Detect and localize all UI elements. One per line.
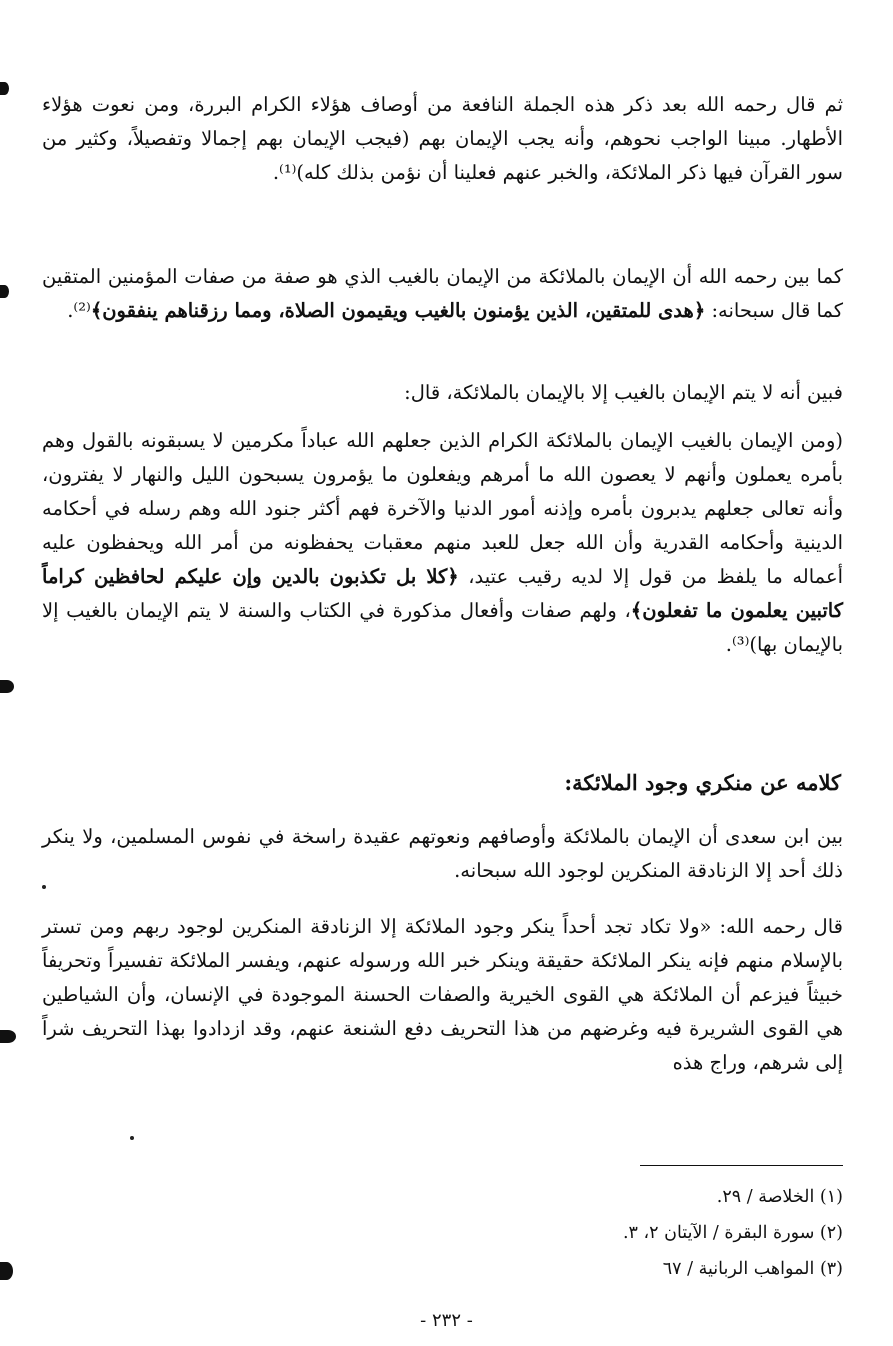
ink-speck	[130, 1136, 134, 1140]
quran-verse-infitar: ﴿كلا بل تكذبون بالدين وإن عليكم لحافظين كراماً كاتبين يعلمون ما تفعلون﴾	[42, 565, 843, 622]
paragraph-2	[42, 260, 843, 328]
paragraph-6-text: قال رحمه الله: «ولا تكاد تجد أحداً ينكر وجود الملائكة إلا الزنادقة المنكرين لوجود ربهم ومن تستر بالإسلام منهم فإنه ينكر الملائكة حقيقة وينكر خبر الله ورسوله عنهم، ويفسر الملائكة تفسيراً وتحريفاً خبيثاً فيزعم أن الملائكة هي القوى الخيرية والصفات الحسنة الموجودة في الإنسان، وأن الشياطين هي القوى الشريرة فيه وغرضهم من هذا التحريف دفع الشنعة عنهم، وقد ازدادوا بهذا التحريف شراً إلى شرهم، وراج هذه	[42, 915, 843, 1074]
paragraph-5	[42, 820, 843, 888]
footnote-ref-2: ⁽²⁾.	[67, 299, 91, 322]
paragraph-6	[42, 910, 843, 1080]
paragraph-2-intro: كما بين رحمه الله أن الإيمان بالملائكة من الإيمان بالغيب الذي هو صفة من صفات المؤمنين المتقين كما قال سبحانه:	[42, 265, 843, 322]
paragraph-4	[42, 424, 843, 662]
quran-verse-baqarah: ﴿هدى للمتقين، الذين يؤمنون بالغيب ويقيمون الصلاة، ومما رزقناهم ينفقون﴾	[90, 299, 706, 322]
paragraph-4-ending: ، ولهم صفات وأفعال مذكورة في الكتاب والسنة لا يتم الإيمان بالغيب إلا بالإيمان بها)⁽³⁾.	[42, 599, 843, 656]
footnote-1: (١) الخلاصة / ٢٩.	[716, 1187, 843, 1207]
binding-hole-mark	[0, 82, 9, 95]
footnote-3: (٣) المواهب الربانية / ٦٧	[662, 1259, 843, 1279]
paragraph-1	[42, 88, 843, 190]
page-number: - ٢٣٢ -	[420, 1310, 473, 1331]
section-heading: كلامه عن منكري وجود الملائكة:	[564, 770, 841, 795]
binding-hole-mark	[0, 1262, 13, 1280]
paragraph-5-text: بين ابن سعدى أن الإيمان بالملائكة وأوصافهم ونعوتهم عقيدة راسخة في نفوس المسلمين، ولا ينكر ذلك أحد إلا الزنادقة المنكرين لوجود الله سبحانه.	[42, 825, 843, 882]
paragraph-3-text: فبين أنه لا يتم الإيمان بالغيب إلا بالإيمان بالملائكة، قال:	[404, 381, 843, 404]
footnote-divider	[640, 1165, 843, 1166]
paragraph-1-text: ثم قال رحمه الله بعد ذكر هذه الجملة النافعة من أوصاف هؤلاء الكرام البررة، ومن نعوت هؤلاء الأطهار. مبينا الواجب نحوهم، وأنه يجب الإيمان بهم (فيجب الإيمان بهم إجمالا وتفصيلاً، وكثير من سور القرآن فيها ذكر الملائكة، والخبر عنهم فعلينا أن نؤمن بذلك كله)⁽¹⁾.	[42, 93, 843, 184]
binding-hole-mark	[0, 285, 9, 298]
binding-hole-mark	[0, 1030, 16, 1043]
footnote-2: (٢) سورة البقرة / الآيتان ٢، ٣.	[622, 1223, 843, 1243]
ink-speck	[42, 885, 46, 889]
paragraph-3	[42, 376, 843, 410]
paragraph-4-quote: (ومن الإيمان بالغيب الإيمان بالملائكة الكرام الذين جعلهم الله عباداً مكرمين لا يسبقونه بالقول وهم بأمره يعملون وأنهم لا يعصون الله ما أمرهم ويفعلون ما يؤمرون يسبحون الليل والنهار لا يفترون، وأنه تعالى جعلهم يدبرون بأمره وإذنه أمور الدنيا والآخرة فهم أكثر جنود الله وهم رسله في أحكامه الدينية وأحكامه القدرية وأن الله جعل للعبد منهم معقبات يحفظونه من أمر الله ويحفظون عليه أعماله ما يلفظ من قول إلا لديه رقيب عتيد،	[42, 429, 843, 588]
binding-hole-mark	[0, 680, 14, 693]
